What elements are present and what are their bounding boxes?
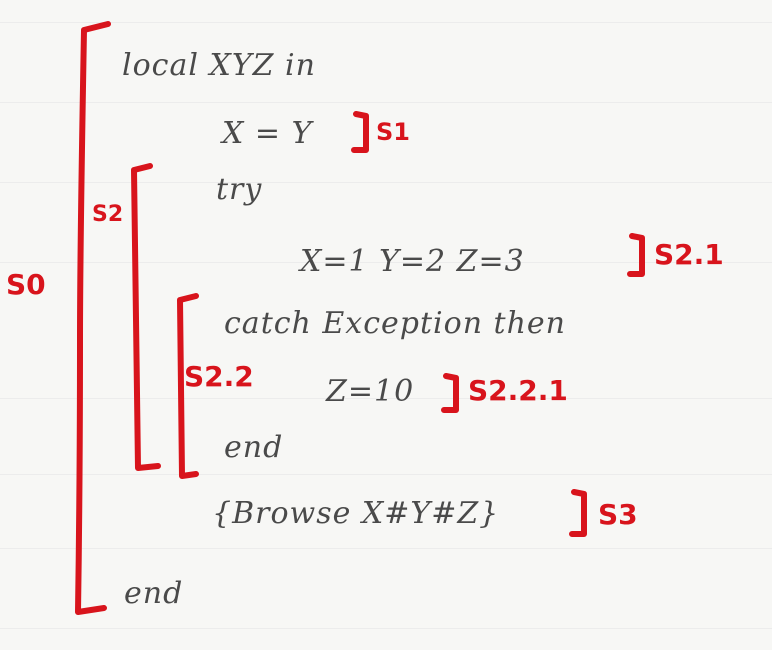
code-line-assign: X = Y bbox=[222, 116, 313, 151]
label-s3: S3 bbox=[598, 498, 638, 531]
code-line-try: try bbox=[216, 172, 263, 207]
label-s1: S1 bbox=[376, 118, 410, 146]
s1-bracket bbox=[354, 114, 366, 150]
label-s2-2-1: S2.2.1 bbox=[468, 374, 568, 407]
label-s2-1: S2.1 bbox=[654, 238, 724, 271]
code-line-browse: {Browse X#Y#Z} bbox=[212, 496, 500, 531]
s3-bracket bbox=[572, 492, 584, 534]
s0-bracket bbox=[78, 24, 108, 612]
s2-bracket bbox=[134, 166, 158, 468]
s2-2-1-bracket bbox=[444, 376, 456, 410]
code-line-z-assign: Z=10 bbox=[326, 374, 415, 409]
code-line-catch: catch Exception then bbox=[224, 306, 567, 341]
label-s2-2: S2.2 bbox=[184, 360, 254, 393]
label-s0: S0 bbox=[6, 268, 46, 301]
code-line-bindings: X=1 Y=2 Z=3 bbox=[300, 244, 525, 279]
label-s2: S2 bbox=[92, 202, 124, 227]
code-line-inner-end: end bbox=[224, 430, 284, 465]
code-line-local: local XYZ in bbox=[122, 48, 316, 83]
code-line-outer-end: end bbox=[124, 576, 184, 611]
s2-1-bracket bbox=[630, 236, 642, 274]
